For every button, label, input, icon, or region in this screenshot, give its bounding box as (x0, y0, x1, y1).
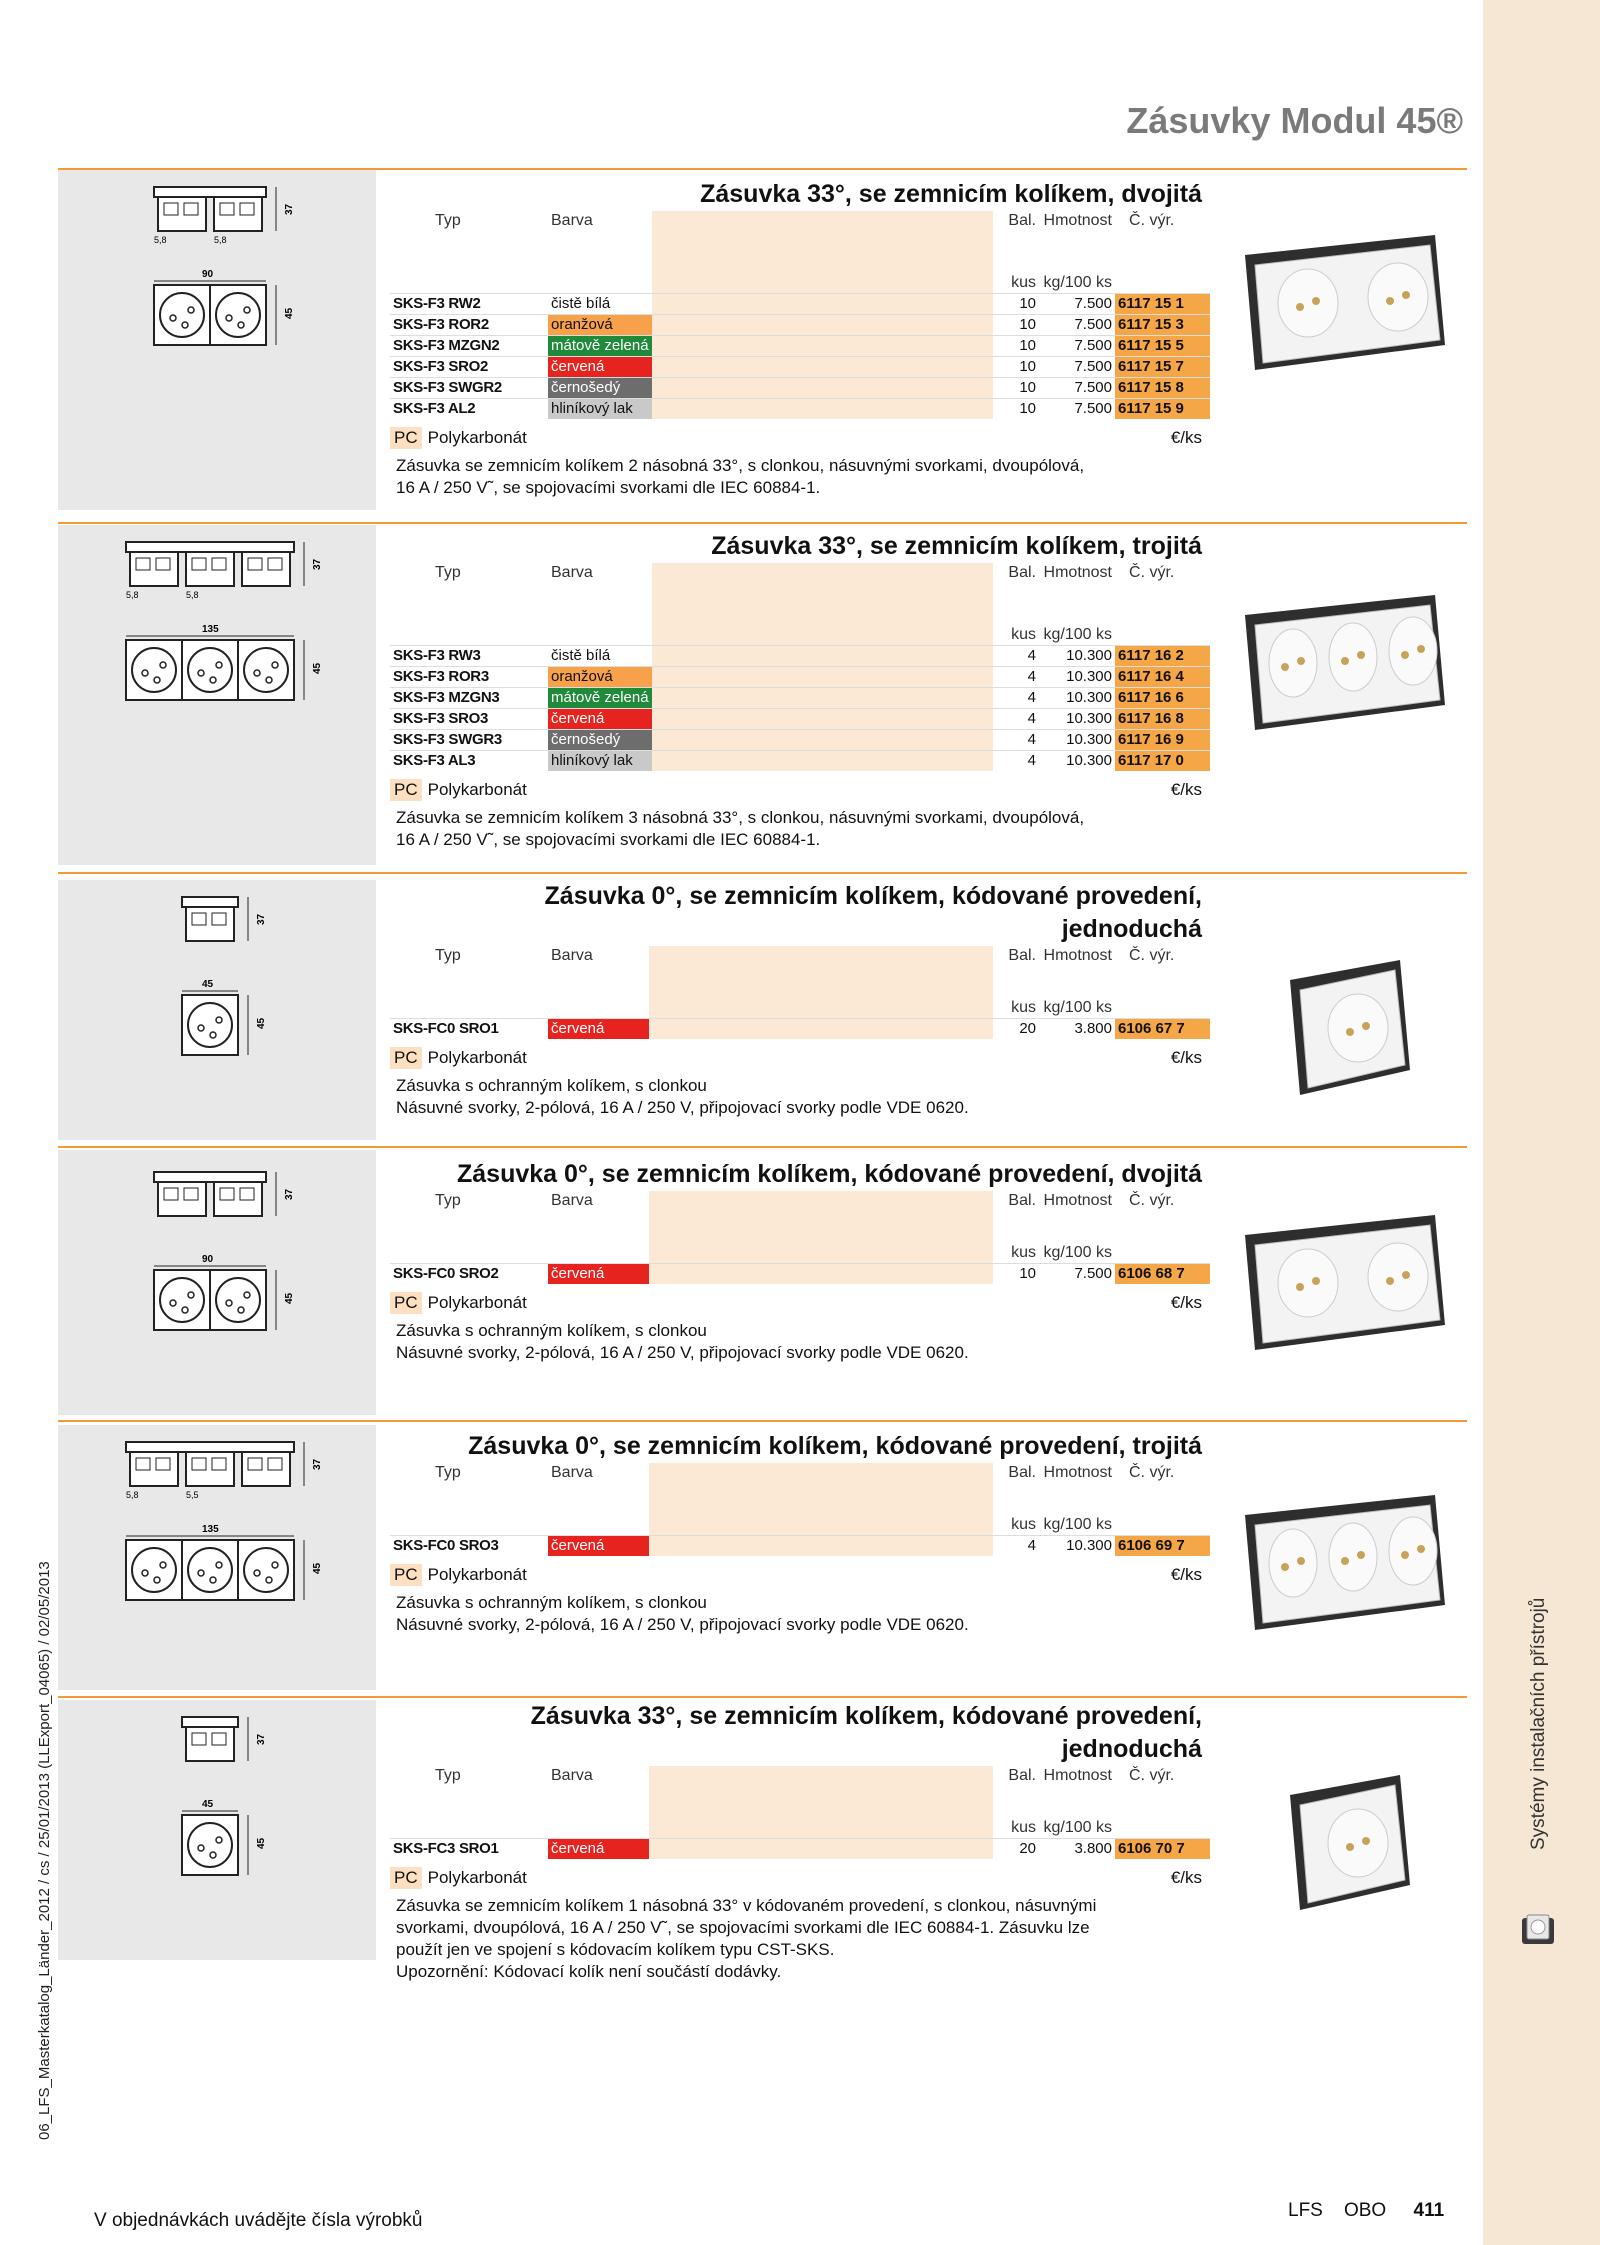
cell-article: 6117 16 2 (1115, 646, 1210, 667)
cell-typ: SKS-F3 SRO2 (393, 358, 489, 375)
brand-obo: OBO (1343, 2200, 1387, 2221)
dim-height: 45 (312, 662, 323, 674)
table-row (390, 1536, 1210, 1557)
cell-bal: 4 (1027, 1537, 1036, 1554)
table-row (390, 667, 1210, 688)
table-header (390, 946, 1210, 966)
table-units (390, 1243, 1210, 1264)
cell-bal: 20 (1019, 1840, 1036, 1857)
material-badge: PC (390, 1047, 422, 1069)
product-section (390, 530, 1210, 851)
dim-depth: 37 (256, 913, 267, 925)
table-units (390, 273, 1210, 294)
unit-kus: kus (1011, 626, 1036, 643)
dimension-drawing (90, 530, 350, 820)
unit-kus: kus (1011, 1244, 1036, 1261)
cell-bal: 4 (1027, 710, 1036, 727)
unit-kg: kg/100 ks (1043, 1244, 1112, 1261)
side-strip (1483, 0, 1600, 2245)
cell-bal: 10 (1019, 316, 1036, 333)
product-section (390, 1430, 1210, 1636)
product-description: Zásuvka se zemnicím kolíkem 2 násobná 33°, s clonkou, násuvnými svorkami, dvoupólová, 16 A / 250 V˜, se spojovacími svorkami dle IEC 60884-1. (396, 456, 1085, 497)
section-title: Zásuvka 0°, se zemnicím kolíkem, kódované provedení, dvojitá (457, 1160, 1202, 1188)
dim-height: 45 (256, 1837, 267, 1849)
cell-typ: SKS-F3 AL2 (393, 400, 476, 417)
cell-barva: mátově zelená (548, 336, 652, 357)
unit-kg: kg/100 ks (1043, 1516, 1112, 1533)
dimension-drawing (90, 175, 350, 465)
table-spacer (390, 583, 1210, 625)
cell-article: 6117 15 8 (1115, 378, 1210, 399)
cell-barva: černošedý (548, 378, 652, 399)
footer-note: V objednávkách uvádějte čísla výrobků (94, 2210, 423, 2231)
cell-bal: 10 (1019, 379, 1036, 396)
dim-height: 45 (284, 307, 295, 319)
cell-barva: červená (548, 1264, 649, 1285)
section-title: Zásuvka 0°, se zemnicím kolíkem, kódované provedení, jednoduchá (544, 882, 1202, 943)
section-title: Zásuvka 33°, se zemnicím kolíkem, kódované provedení, jednoduchá (530, 1702, 1202, 1763)
table-units (390, 998, 1210, 1019)
section-divider (58, 872, 1467, 874)
cell-hmotnost: 7.500 (1074, 295, 1112, 312)
product-table (390, 211, 1210, 419)
cell-bal: 10 (1019, 400, 1036, 417)
col-barva: Barva (551, 1767, 593, 1784)
dimension-drawing (90, 1705, 350, 1995)
product-description: Zásuvka s ochranným kolíkem, s clonkou Násuvné svorky, 2-pólová, 16 A / 250 V, připojovací svorky podle VDE 0620. (396, 1593, 969, 1634)
cell-article: 6117 15 1 (1115, 294, 1210, 315)
dim-depth: 37 (312, 1458, 323, 1470)
cell-article: 6106 70 7 (1115, 1839, 1210, 1860)
material-label: Polykarbonát (427, 428, 527, 447)
dim-gap: 5,5 (186, 1490, 199, 1500)
price-unit: €/ks (1170, 780, 1202, 799)
table-row (390, 709, 1210, 730)
cell-hmotnost: 7.500 (1074, 358, 1112, 375)
col-barva: Barva (551, 1464, 593, 1481)
product-table (390, 563, 1210, 771)
dim-depth: 37 (284, 203, 295, 215)
price-unit: €/ks (1170, 1868, 1202, 1887)
table-row (390, 646, 1210, 667)
cell-typ: SKS-F3 RW2 (393, 295, 481, 312)
material-label: Polykarbonát (427, 1048, 527, 1067)
brand-lfs: LFS (1288, 2200, 1323, 2221)
dim-gap: 5,8 (214, 235, 227, 245)
dim-width: 135 (202, 624, 219, 635)
cell-bal: 20 (1019, 1020, 1036, 1037)
material-badge: PC (390, 1564, 422, 1586)
unit-kus: kus (1011, 1819, 1036, 1836)
price-unit: €/ks (1170, 1293, 1202, 1312)
product-photo (1235, 585, 1455, 745)
product-photo (1235, 225, 1455, 385)
cell-hmotnost: 10.300 (1066, 668, 1112, 685)
cell-barva: hliníkový lak (548, 399, 652, 420)
cell-typ: SKS-FC3 SRO1 (393, 1840, 499, 1857)
col-hmotnost: Hmotnost (1043, 212, 1112, 229)
table-row (390, 336, 1210, 357)
table-header (390, 1463, 1210, 1483)
cell-typ: SKS-FC0 SRO2 (393, 1265, 499, 1282)
cell-hmotnost: 7.500 (1074, 379, 1112, 396)
cell-hmotnost: 10.300 (1066, 689, 1112, 706)
material-badge: PC (390, 1867, 422, 1889)
cell-article: 6117 16 9 (1115, 730, 1210, 751)
unit-kg: kg/100 ks (1043, 274, 1112, 291)
cell-article: 6117 16 6 (1115, 688, 1210, 709)
table-units (390, 1818, 1210, 1839)
cell-barva: čistě bílá (548, 294, 652, 315)
dim-width: 45 (202, 1799, 214, 1810)
col-bal: Bal. (1008, 564, 1036, 581)
dim-height: 45 (256, 1017, 267, 1029)
cell-bal: 10 (1019, 358, 1036, 375)
cell-article: 6117 15 5 (1115, 336, 1210, 357)
dim-depth: 37 (312, 558, 323, 570)
material-badge: PC (390, 779, 422, 801)
cell-hmotnost: 10.300 (1066, 731, 1112, 748)
cell-hmotnost: 3.800 (1074, 1840, 1112, 1857)
product-description: Zásuvka s ochranným kolíkem, s clonkou Násuvné svorky, 2-pólová, 16 A / 250 V, připojovací svorky podle VDE 0620. (396, 1321, 969, 1362)
dimension-drawing (90, 885, 350, 1175)
dimension-drawing (90, 1430, 350, 1720)
cell-bal: 4 (1027, 752, 1036, 769)
cell-typ: SKS-F3 SWGR2 (393, 379, 502, 396)
product-photo (1235, 1485, 1455, 1645)
material-label: Polykarbonát (427, 1868, 527, 1887)
product-description: Zásuvka se zemnicím kolíkem 1 násobná 33° v kódovaném provedení, s clonkou, násuvnými svorkami, dvoupólová, 16 A / 250 V˜, se spojovacími svorkami dle IEC 60884-1. Zásuvku lze použít jen ve spojení s kódovacím kolíkem typu CST-SKS. Upozornění: Kódovací kolík není součástí dodávky. (396, 1896, 1097, 1981)
col-bal: Bal. (1008, 212, 1036, 229)
table-row (390, 1264, 1210, 1285)
cell-barva: červená (548, 357, 652, 378)
col-typ: Typ (435, 1767, 461, 1784)
cell-article: 6106 67 7 (1115, 1019, 1210, 1040)
section-title: Zásuvka 33°, se zemnicím kolíkem, dvojitá (700, 180, 1202, 208)
section-title: Zásuvka 0°, se zemnicím kolíkem, kódované provedení, trojitá (468, 1432, 1202, 1460)
cell-barva: čistě bílá (548, 646, 652, 667)
col-cvyr: Č. výr. (1129, 212, 1175, 229)
col-cvyr: Č. výr. (1129, 564, 1175, 581)
material-row (390, 427, 1210, 449)
product-table (390, 1463, 1210, 1556)
cell-hmotnost: 10.300 (1066, 1537, 1112, 1554)
unit-kg: kg/100 ks (1043, 626, 1112, 643)
material-label: Polykarbonát (427, 780, 527, 799)
col-bal: Bal. (1008, 1767, 1036, 1784)
material-row (390, 1047, 1210, 1069)
table-spacer (390, 1483, 1210, 1515)
col-cvyr: Č. výr. (1129, 947, 1175, 964)
product-photo (1280, 1765, 1420, 1925)
col-hmotnost: Hmotnost (1043, 1192, 1112, 1209)
cell-typ: SKS-F3 RW3 (393, 647, 481, 664)
section-divider (58, 522, 1467, 524)
dim-width: 90 (202, 1254, 214, 1265)
cell-barva: oranžová (548, 667, 652, 688)
cell-typ: SKS-F3 MZGN3 (393, 689, 500, 706)
table-row (390, 1839, 1210, 1860)
col-typ: Typ (435, 564, 461, 581)
cell-article: 6117 16 8 (1115, 709, 1210, 730)
product-photo (1235, 1205, 1455, 1365)
unit-kus: kus (1011, 274, 1036, 291)
col-hmotnost: Hmotnost (1043, 1767, 1112, 1784)
table-units (390, 625, 1210, 646)
table-header (390, 563, 1210, 583)
table-row (390, 399, 1210, 420)
material-label: Polykarbonát (427, 1565, 527, 1584)
section-title: Zásuvka 33°, se zemnicím kolíkem, trojitá (711, 532, 1202, 560)
table-spacer (390, 1211, 1210, 1243)
cell-article: 6117 15 3 (1115, 315, 1210, 336)
cell-typ: SKS-F3 SRO3 (393, 710, 489, 727)
cell-barva: červená (548, 709, 652, 730)
cell-barva: mátově zelená (548, 688, 652, 709)
cell-bal: 10 (1019, 1265, 1036, 1282)
table-header (390, 1766, 1210, 1786)
table-row (390, 688, 1210, 709)
material-row (390, 779, 1210, 801)
cell-barva: hliníkový lak (548, 751, 652, 772)
material-row (390, 1564, 1210, 1586)
cell-bal: 4 (1027, 647, 1036, 664)
product-table (390, 1766, 1210, 1859)
material-badge: PC (390, 1292, 422, 1314)
col-hmotnost: Hmotnost (1043, 947, 1112, 964)
cell-typ: SKS-F3 SWGR3 (393, 731, 502, 748)
dim-width: 135 (202, 1524, 219, 1535)
unit-kg: kg/100 ks (1043, 999, 1112, 1016)
dim-gap: 5,8 (126, 1490, 139, 1500)
cell-barva: černošedý (548, 730, 652, 751)
col-cvyr: Č. výr. (1129, 1767, 1175, 1784)
cell-hmotnost: 7.500 (1074, 1265, 1112, 1282)
col-barva: Barva (551, 212, 593, 229)
product-table (390, 1191, 1210, 1284)
table-row (390, 378, 1210, 399)
table-row (390, 730, 1210, 751)
dim-gap: 5,8 (186, 590, 199, 600)
catalog-reference: 06_LFS_Masterkatalog_Länder_2012 / cs / 25/01/2013 (LLExport_04065) / 02/05/2013 (36, 1561, 53, 2140)
dimension-drawing (90, 1160, 350, 1450)
col-cvyr: Č. výr. (1129, 1192, 1175, 1209)
cell-bal: 4 (1027, 668, 1036, 685)
col-barva: Barva (551, 1192, 593, 1209)
product-section (390, 1700, 1210, 1983)
cell-article: 6117 16 4 (1115, 667, 1210, 688)
material-row (390, 1292, 1210, 1314)
cell-bal: 10 (1019, 295, 1036, 312)
product-description: Zásuvka s ochranným kolíkem, s clonkou Násuvné svorky, 2-pólová, 16 A / 250 V, připojovací svorky podle VDE 0620. (396, 1076, 969, 1117)
table-row (390, 357, 1210, 378)
material-badge: PC (390, 427, 422, 449)
material-label: Polykarbonát (427, 1293, 527, 1312)
product-description: Zásuvka se zemnicím kolíkem 3 násobná 33°, s clonkou, násuvnými svorkami, dvoupólová, 16 A / 250 V˜, se spojovacími svorkami dle IEC 60884-1. (396, 808, 1085, 849)
category-label: Systémy instalačních přístrojů (1528, 1597, 1549, 1850)
cell-article: 6106 69 7 (1115, 1536, 1210, 1557)
col-barva: Barva (551, 564, 593, 581)
col-typ: Typ (435, 212, 461, 229)
page-title: Zásuvky Modul 45® (1126, 100, 1463, 141)
cell-hmotnost: 10.300 (1066, 752, 1112, 769)
table-row (390, 294, 1210, 315)
table-spacer (390, 966, 1210, 998)
cell-typ: SKS-F3 ROR3 (393, 668, 489, 685)
socket-icon (1518, 1910, 1558, 1950)
table-row (390, 1019, 1210, 1040)
cell-hmotnost: 10.300 (1066, 647, 1112, 664)
product-section (390, 1158, 1210, 1364)
cell-article: 6117 15 9 (1115, 399, 1210, 420)
table-spacer (390, 1786, 1210, 1818)
dim-gap: 5,8 (126, 590, 139, 600)
cell-typ: SKS-F3 ROR2 (393, 316, 489, 333)
dim-height: 45 (312, 1562, 323, 1574)
table-header (390, 1191, 1210, 1211)
dim-width: 45 (202, 979, 214, 990)
product-photo (1280, 950, 1420, 1110)
unit-kus: kus (1011, 999, 1036, 1016)
cell-article: 6106 68 7 (1115, 1264, 1210, 1285)
cell-typ: SKS-F3 MZGN2 (393, 337, 500, 354)
cell-article: 6117 15 7 (1115, 357, 1210, 378)
cell-barva: červená (548, 1019, 649, 1040)
product-section (390, 880, 1210, 1119)
table-row (390, 315, 1210, 336)
cell-article: 6117 17 0 (1115, 751, 1210, 772)
table-header (390, 211, 1210, 231)
dim-width: 90 (202, 269, 214, 280)
dim-depth: 37 (284, 1188, 295, 1200)
col-bal: Bal. (1008, 1192, 1036, 1209)
product-section (390, 178, 1210, 499)
cell-hmotnost: 7.500 (1074, 400, 1112, 417)
table-units (390, 1515, 1210, 1536)
dim-gap: 5,8 (154, 235, 167, 245)
col-bal: Bal. (1008, 1464, 1036, 1481)
footer-brand (1288, 2200, 1444, 2222)
col-bal: Bal. (1008, 947, 1036, 964)
cell-typ: SKS-FC0 SRO3 (393, 1537, 499, 1554)
dim-height: 45 (284, 1292, 295, 1304)
cell-barva: oranžová (548, 315, 652, 336)
cell-typ: SKS-FC0 SRO1 (393, 1020, 499, 1037)
unit-kus: kus (1011, 1516, 1036, 1533)
price-unit: €/ks (1170, 428, 1202, 447)
col-hmotnost: Hmotnost (1043, 1464, 1112, 1481)
cell-hmotnost: 7.500 (1074, 316, 1112, 333)
price-unit: €/ks (1170, 1565, 1202, 1584)
cell-hmotnost: 10.300 (1066, 710, 1112, 727)
col-typ: Typ (435, 947, 461, 964)
table-spacer (390, 231, 1210, 273)
page-number: 411 (1413, 2200, 1445, 2221)
col-typ: Typ (435, 1464, 461, 1481)
cell-typ: SKS-F3 AL3 (393, 752, 476, 769)
price-unit: €/ks (1170, 1048, 1202, 1067)
col-cvyr: Č. výr. (1129, 1464, 1175, 1481)
table-row (390, 751, 1210, 772)
cell-barva: červená (548, 1839, 649, 1860)
unit-kg: kg/100 ks (1043, 1819, 1112, 1836)
cell-barva: červená (548, 1536, 649, 1557)
col-barva: Barva (551, 947, 593, 964)
col-hmotnost: Hmotnost (1043, 564, 1112, 581)
cell-bal: 4 (1027, 731, 1036, 748)
material-row (390, 1867, 1210, 1889)
cell-bal: 4 (1027, 689, 1036, 706)
cell-hmotnost: 3.800 (1074, 1020, 1112, 1037)
col-typ: Typ (435, 1192, 461, 1209)
cell-bal: 10 (1019, 337, 1036, 354)
product-table (390, 946, 1210, 1039)
cell-hmotnost: 7.500 (1074, 337, 1112, 354)
dim-depth: 37 (256, 1733, 267, 1745)
